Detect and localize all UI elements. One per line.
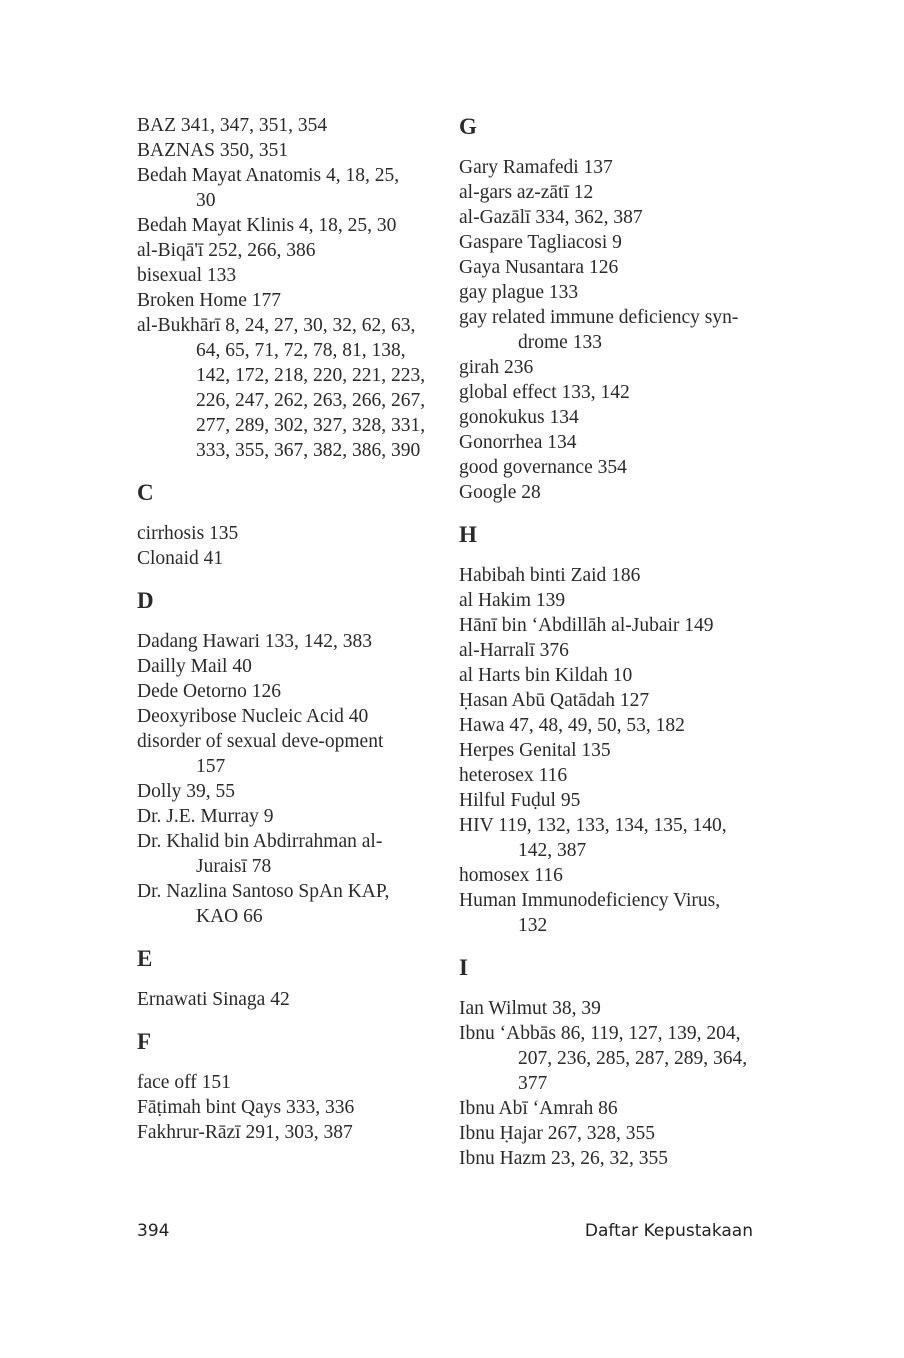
index-column-left (137, 113, 437, 1145)
index-entry (137, 113, 437, 138)
section-letter-heading: H (459, 522, 477, 547)
index-entry-line: Gaspare Tagliacosi 9 (459, 232, 622, 253)
index-entry-line: Deoxyribose Nucleic Acid 40 (137, 706, 369, 727)
section-letter-heading: E (137, 946, 153, 971)
index-entry (137, 729, 437, 779)
index-entry-continuation: 207, 236, 285, 287, 289, 364, (518, 1048, 748, 1069)
index-entry-line: Dolly 39, 55 (137, 781, 236, 802)
index-entry (459, 1121, 759, 1146)
index-entry-line: Hānī bin ‘Abdillāh al-Jubair 149 (459, 615, 714, 636)
index-entry-continuation: 226, 247, 262, 263, 266, 267, (196, 390, 426, 411)
index-entry (137, 987, 437, 1012)
index-entry-line: Ian Wilmut 38, 39 (459, 998, 601, 1019)
index-entry (137, 1070, 437, 1095)
index-entry-continuation: 157 (196, 756, 226, 777)
index-entry (137, 288, 437, 313)
index-entry (459, 430, 759, 455)
index-entry (459, 688, 759, 713)
section-letter-heading: I (459, 955, 468, 980)
index-entry-line: al-Bukhārī 8, 24, 27, 30, 32, 62, 63, (137, 315, 416, 336)
index-entry (137, 1095, 437, 1120)
index-entry (459, 1096, 759, 1121)
index-entry-line: Ernawati Sinaga 42 (137, 989, 290, 1010)
index-entry (459, 455, 759, 480)
index-entry-line: Dr. Nazlina Santoso SpAn KAP, (137, 881, 390, 902)
index-entry-line: heterosex 116 (459, 765, 568, 786)
index-entry (137, 138, 437, 163)
index-entry-line: Herpes Genital 135 (459, 740, 611, 761)
index-entry-line: Broken Home 177 (137, 290, 282, 311)
index-entry (459, 663, 759, 688)
index-entry (459, 813, 759, 863)
index-entry-line: Google 28 (459, 482, 541, 503)
index-entry (137, 879, 437, 929)
index-entry-line: Gonorrhea 134 (459, 432, 577, 453)
index-entry-continuation: 64, 65, 71, 72, 78, 81, 138, (196, 340, 406, 361)
index-entry (459, 1021, 759, 1096)
index-entry-continuation: 142, 172, 218, 220, 221, 223, (196, 365, 426, 386)
index-entry-continuation: KAO 66 (196, 906, 263, 927)
index-entry-line: disorder of sexual deve-opment (137, 731, 384, 752)
index-entry (137, 629, 437, 654)
index-entry-line: cirrhosis 135 (137, 523, 239, 544)
index-entry-line: Habibah binti Zaid 186 (459, 565, 641, 586)
index-entry (459, 563, 759, 588)
index-entry-line: Hawa 47, 48, 49, 50, 53, 182 (459, 715, 685, 736)
index-entry-line: al-Gazālī 334, 362, 387 (459, 207, 643, 228)
index-entry-line: al Hakim 139 (459, 590, 566, 611)
section-letter-heading: C (137, 480, 154, 505)
index-entry (459, 405, 759, 430)
index-entry (459, 305, 759, 355)
index-entry (459, 588, 759, 613)
index-entry-line: al-gars az-zātī 12 (459, 182, 594, 203)
index-entry (137, 704, 437, 729)
index-entry-continuation: 30 (196, 190, 216, 211)
index-entry (137, 313, 437, 463)
index-entry (137, 679, 437, 704)
index-entry-continuation: 142, 387 (518, 840, 587, 861)
index-entry-line: Ibnu Abī ‘Amrah 86 (459, 1098, 618, 1119)
index-entry-line: Ibnu ‘Abbās 86, 119, 127, 139, 204, (459, 1023, 741, 1044)
index-entry-line: BAZ 341, 347, 351, 354 (137, 115, 328, 136)
index-entry-continuation: 277, 289, 302, 327, 328, 331, (196, 415, 426, 436)
index-entry (137, 521, 437, 546)
index-entry-line: global effect 133, 142 (459, 382, 630, 403)
index-column-right (459, 113, 759, 1171)
index-entry (459, 863, 759, 888)
index-entry (459, 355, 759, 380)
index-entry-line: Dr. Khalid bin Abdirrahman al- (137, 831, 383, 852)
index-entry-line: Hilful Fuḍul 95 (459, 790, 581, 811)
index-entry-line: al Harts bin Kildah 10 (459, 665, 633, 686)
page-number: 394 (137, 1221, 170, 1241)
index-entry (459, 996, 759, 1021)
index-entry (459, 230, 759, 255)
index-entry (459, 738, 759, 763)
index-entry-continuation: drome 133 (518, 332, 602, 353)
index-entry-line: Gary Ramafedi 137 (459, 157, 613, 178)
index-entry-line: Dede Oetorno 126 (137, 681, 282, 702)
index-entry-line: Dadang Hawari 133, 142, 383 (137, 631, 373, 652)
index-entry-line: BAZNAS 350, 351 (137, 140, 289, 161)
index-entry (137, 546, 437, 571)
index-entry (459, 638, 759, 663)
index-entry (137, 238, 437, 263)
index-entry (137, 804, 437, 829)
index-entry-line: gay related immune deficiency syn- (459, 307, 739, 328)
index-entry-line: girah 236 (459, 357, 534, 378)
index-entry (459, 380, 759, 405)
index-entry-line: Fāṭimah bint Qays 333, 336 (137, 1097, 355, 1118)
index-entry (459, 280, 759, 305)
running-title: Daftar Kepustakaan (584, 1221, 753, 1241)
index-entry-continuation: Juraisī 78 (196, 856, 272, 877)
index-entry-line: gonokukus 134 (459, 407, 579, 428)
index-entry-line: Dr. J.E. Murray 9 (137, 806, 274, 827)
index-entry (459, 788, 759, 813)
index-entry-line: Ibnu Ḥajar 267, 328, 355 (459, 1123, 656, 1144)
index-entry-continuation: 132 (518, 915, 548, 936)
index-entry (459, 888, 759, 938)
index-entry-line: Clonaid 41 (137, 548, 224, 569)
index-entry-line: Human Immunodeficiency Virus, (459, 890, 721, 911)
index-entry (137, 263, 437, 288)
section-letter-heading: F (137, 1029, 152, 1054)
index-entry-line: Gaya Nusantara 126 (459, 257, 619, 278)
index-entry-continuation: 377 (518, 1073, 548, 1094)
index-entry (459, 180, 759, 205)
index-entry-line: Bedah Mayat Klinis 4, 18, 25, 30 (137, 215, 397, 236)
index-entry (459, 205, 759, 230)
index-entry (137, 213, 437, 238)
index-entry (137, 163, 437, 213)
index-entry (137, 779, 437, 804)
index-entry-line: homosex 116 (459, 865, 563, 886)
index-entry (459, 1146, 759, 1171)
index-entry (459, 255, 759, 280)
index-entry (137, 829, 437, 879)
index-entry-line: gay plague 133 (459, 282, 579, 303)
index-entry-line: Bedah Mayat Anatomis 4, 18, 25, (137, 165, 400, 186)
index-entry-continuation: 333, 355, 367, 382, 386, 390 (196, 440, 421, 461)
index-entry-line: Dailly Mail 40 (137, 656, 252, 677)
index-entry-line: HIV 119, 132, 133, 134, 135, 140, (459, 815, 727, 836)
index-entry (459, 613, 759, 638)
index-entry-line: al-Biqā'ī 252, 266, 386 (137, 240, 316, 261)
index-entry-line: Ibnu Hazm 23, 26, 32, 355 (459, 1148, 669, 1169)
index-entry (459, 155, 759, 180)
index-entry-line: Fakhrur-Rāzī 291, 303, 387 (137, 1122, 353, 1143)
index-entry-line: al-Harralī 376 (459, 640, 569, 661)
index-entry-line: good governance 354 (459, 457, 627, 478)
index-entry (137, 1120, 437, 1145)
section-letter-heading: G (459, 114, 477, 139)
index-entry (459, 763, 759, 788)
index-entry-line: Ḥasan Abū Qatādah 127 (459, 690, 650, 711)
index-entry-line: bisexual 133 (137, 265, 237, 286)
index-entry-line: face off 151 (137, 1072, 231, 1093)
section-letter-heading: D (137, 588, 154, 613)
index-entry (137, 654, 437, 679)
index-entry (459, 480, 759, 505)
index-entry (459, 713, 759, 738)
